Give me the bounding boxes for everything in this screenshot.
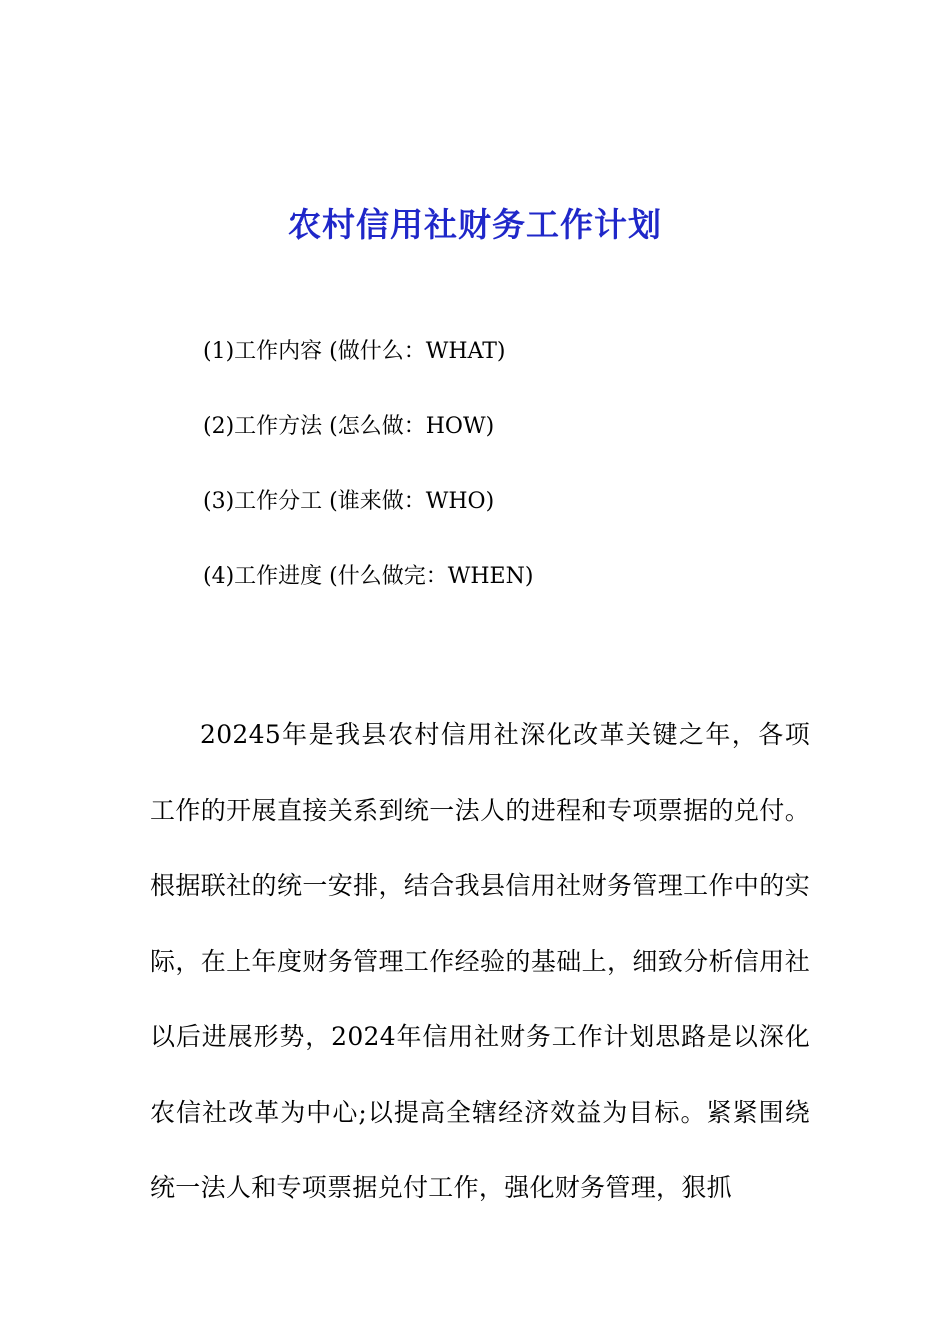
- body-paragraph: 20245年是我县农村信用社深化改革关键之年，各项工作的开展直接关系到统一法人的进程和专项票据的兑付。根据联社的统一安排，结合我县信用社财务管理工作中的实际，在上年度财务管理工作经验的基础上，细致分析信用社以后进展形势，2024年信用社财务工作计划思路是以深化农信社改革为中心;以提高全辖经济效益为目标。紧紧围绕统一法人和专项票据兑付工作，强化财务管理，狠抓: [150, 720, 810, 1202]
- document-title: 农村信用社财务工作计划: [288, 205, 662, 245]
- work-plan-outline: [203, 332, 533, 632]
- outline-item-schedule: (4)工作进度 (什么做完：WHEN): [203, 564, 534, 589]
- outline-item-content: (1)工作内容 (做什么：WHAT): [203, 339, 506, 364]
- outline-item-division: (3)工作分工 (谁来做：WHO): [203, 489, 495, 514]
- outline-item-method: (2)工作方法 (怎么做：HOW): [203, 414, 495, 439]
